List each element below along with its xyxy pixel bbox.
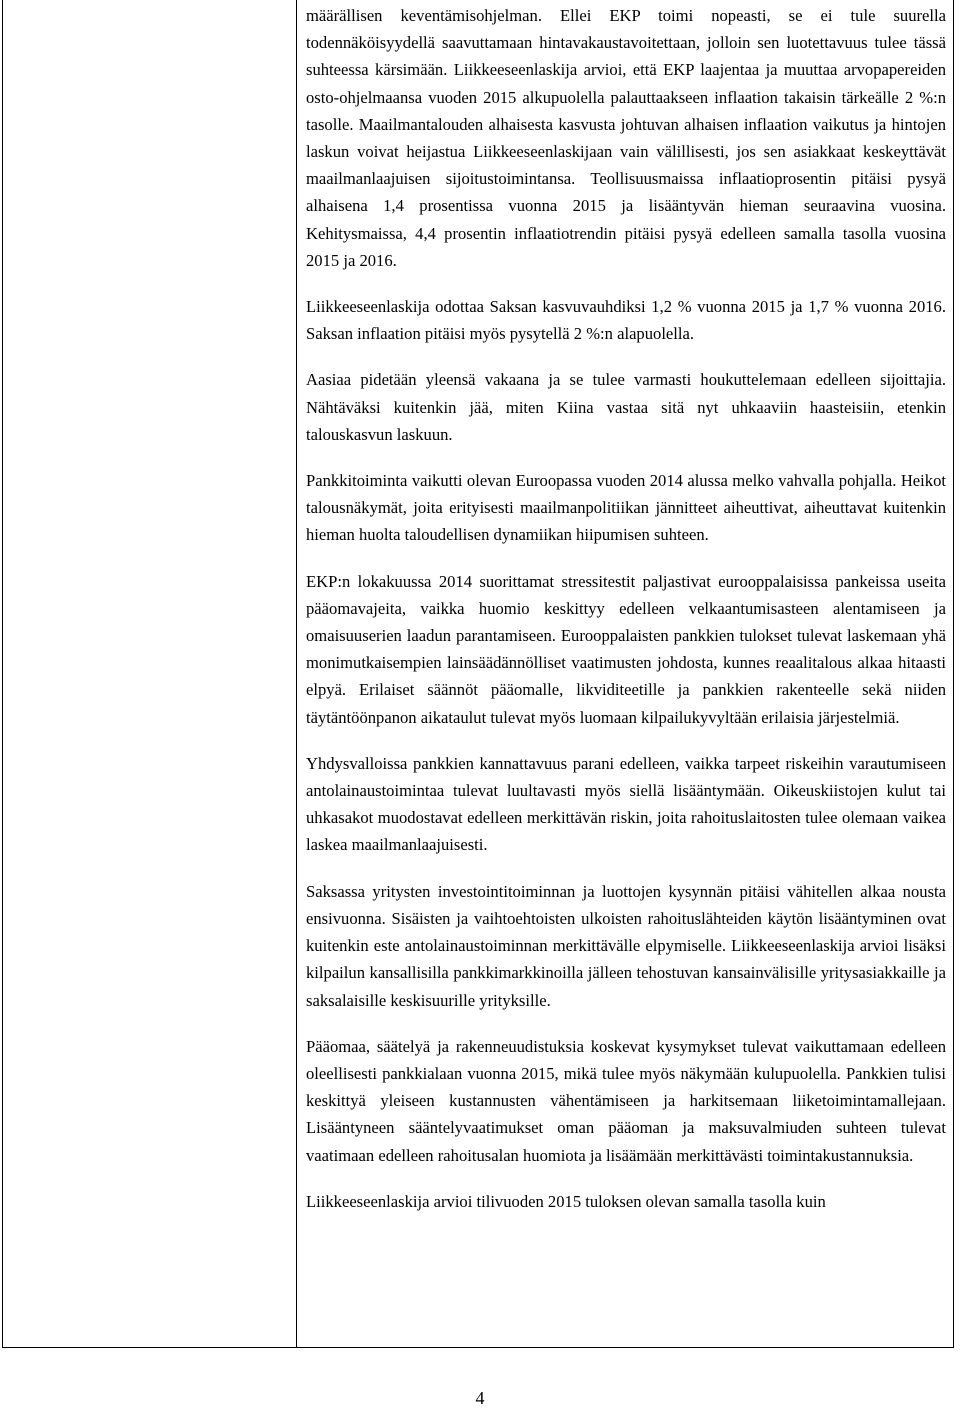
paragraph-banking-europe: Pankkitoiminta vaikutti olevan Euroopassa vuoden 2014 alussa melko vahvalla pohjalla. Heikot talousnäkymät, joita erityisesti maailmanpolitiikan jännitteet aiheuttivat, aiheuttavat kuitenkin hieman huolta taloudellisen dynamiikan hiipumisen suhteen.: [306, 471, 946, 545]
document-body: [306, 2, 946, 1215]
paragraph-outlook: Liikkeeseenlaskija arvioi tilivuoden 2015 tuloksen olevan samalla tasolla kuin: [306, 1191, 826, 1211]
paragraph-asia: Aasiaa pidetään yleensä vakaana ja se tulee varmasti houkuttelemaan edelleen sijoittajia. Nähtäväksi kuitenkin jää, miten Kiina vastaa sitä nyt uhkaaviin haasteisiin, etenkin talouskasvun laskuun.: [306, 370, 946, 444]
paragraph-inflation: määrällisen keventämisohjelman. Ellei EKP toimi nopeasti, se ei tule suurella todennäköisyydellä saavuttamaan hintavakaustavoitettaan, jolloin sen luotettavuus tulee tässä suhteessa kärsimään. Liikkeeseenlaskija arvioi, että EKP laajentaa ja muuttaa arvopapereiden osto-ohjelmaansa vuoden 2015 alkupuolella palauttaakseen inflaation takaisin tärkeälle 2 %:n tasolle. Maailmantalouden alhaisesta kasvusta johtuvan alhaisen inflaation vaikutus ja hintojen laskun voivat heijastua Liikkeeseenlaskijaan vain välillisesti, jos sen asiakkaat keskeyttävät maailmanlaajuisen sijoitustoimintansa. Teollisuusmaissa inflaatioprosentin pitäisi pysyä alhaisena 1,4 prosentissa vuonna 2015 ja lisääntyvän hieman seuraavina vuosina. Kehitysmaissa, 4,4 prosentin inflaatiotrendin pitäisi pysyä edelleen samalla tasolla vuosina 2015 ja 2016.: [306, 6, 946, 270]
column-divider: [296, 0, 297, 1347]
paragraph-regulation: Pääomaa, säätelyä ja rakenneuudistuksia koskevat kysymykset tulevat vaikuttamaan edelleen oleellisesti pankkialaan vuonna 2015, mikä tulee myös näkymään kulupuolella. Pankkien tulisi keskittyä yleiseen kustannusten vähentämiseen ja harkitsemaan liiketoimintamallejaan. Lisääntyneen sääntelyvaatimukset oman pääoman ja maksuvalmiuden suhteen tulevat vaatimaan edelleen rahoitusalan huomiota ja lisäämään merkittävästi toimintakustannuksia.: [306, 1036, 946, 1165]
paragraph-united-states: Yhdysvalloissa pankkien kannattavuus parani edelleen, vaikka tarpeet riskeihin varautumiseen antolainaustoimintaa tulevat luultavasti myös siellä lisääntymään. Oikeuskiistojen kulut tai uhkasakot muodostavat edelleen merkittävän riskin, joita rahoituslaitosten tulee olemaan vaikea laskea maailmanlaajuisesti.: [306, 753, 946, 855]
paragraph-stress-tests: EKP:n lokakuussa 2014 suorittamat stressitestit paljastivat eurooppalaisissa pankeissa useita pääomavajeita, vaikka huomio keskittyy edelleen velkaantumisasteen alentamiseen ja omaisuuserien laadun parantamiseen. Eurooppalaisten pankkien tulokset tulevat laskemaan yhä monimutkaisempien lainsäädännölliset vaatimusten johdosta, kunnes reaalitalous alkaa hitaasti elpyä. Erilaiset säännöt pääomalle, likviditeetille ja pankkien rakenteelle sekä niiden täytäntöönpanon aikataulut tulevat myös luomaan kilpailukyvyltään erilaisia järjestelmiä.: [306, 571, 946, 727]
paragraph-germany-investment: Saksassa yritysten investointitoiminnan ja luottojen kysynnän pitäisi vähitellen alkaa nousta ensivuonna. Sisäisten ja vaihtoehtoisten ulkoisten rahoituslähteiden käytön lisääntyminen ovat kuitenkin este antolainaustoiminnan merkittävälle elpymiselle. Liikkeeseenlaskija arvioi lisäksi kilpailun kansallisilla pankkimarkkinoilla jälleen tehostuvan kansainvälisille yritysasiakkaille ja saksalaisille keskisuurille yrityksille.: [306, 881, 946, 1010]
paragraph-germany-growth: Liikkeeseenlaskija odottaa Saksan kasvuvauhdiksi 1,2 % vuonna 2015 ja 1,7 % vuonna 2016. Saksan inflaation pitäisi myös pysytellä 2 %:n alapuolella.: [306, 297, 946, 344]
page-number: 4: [475, 1388, 485, 1408]
